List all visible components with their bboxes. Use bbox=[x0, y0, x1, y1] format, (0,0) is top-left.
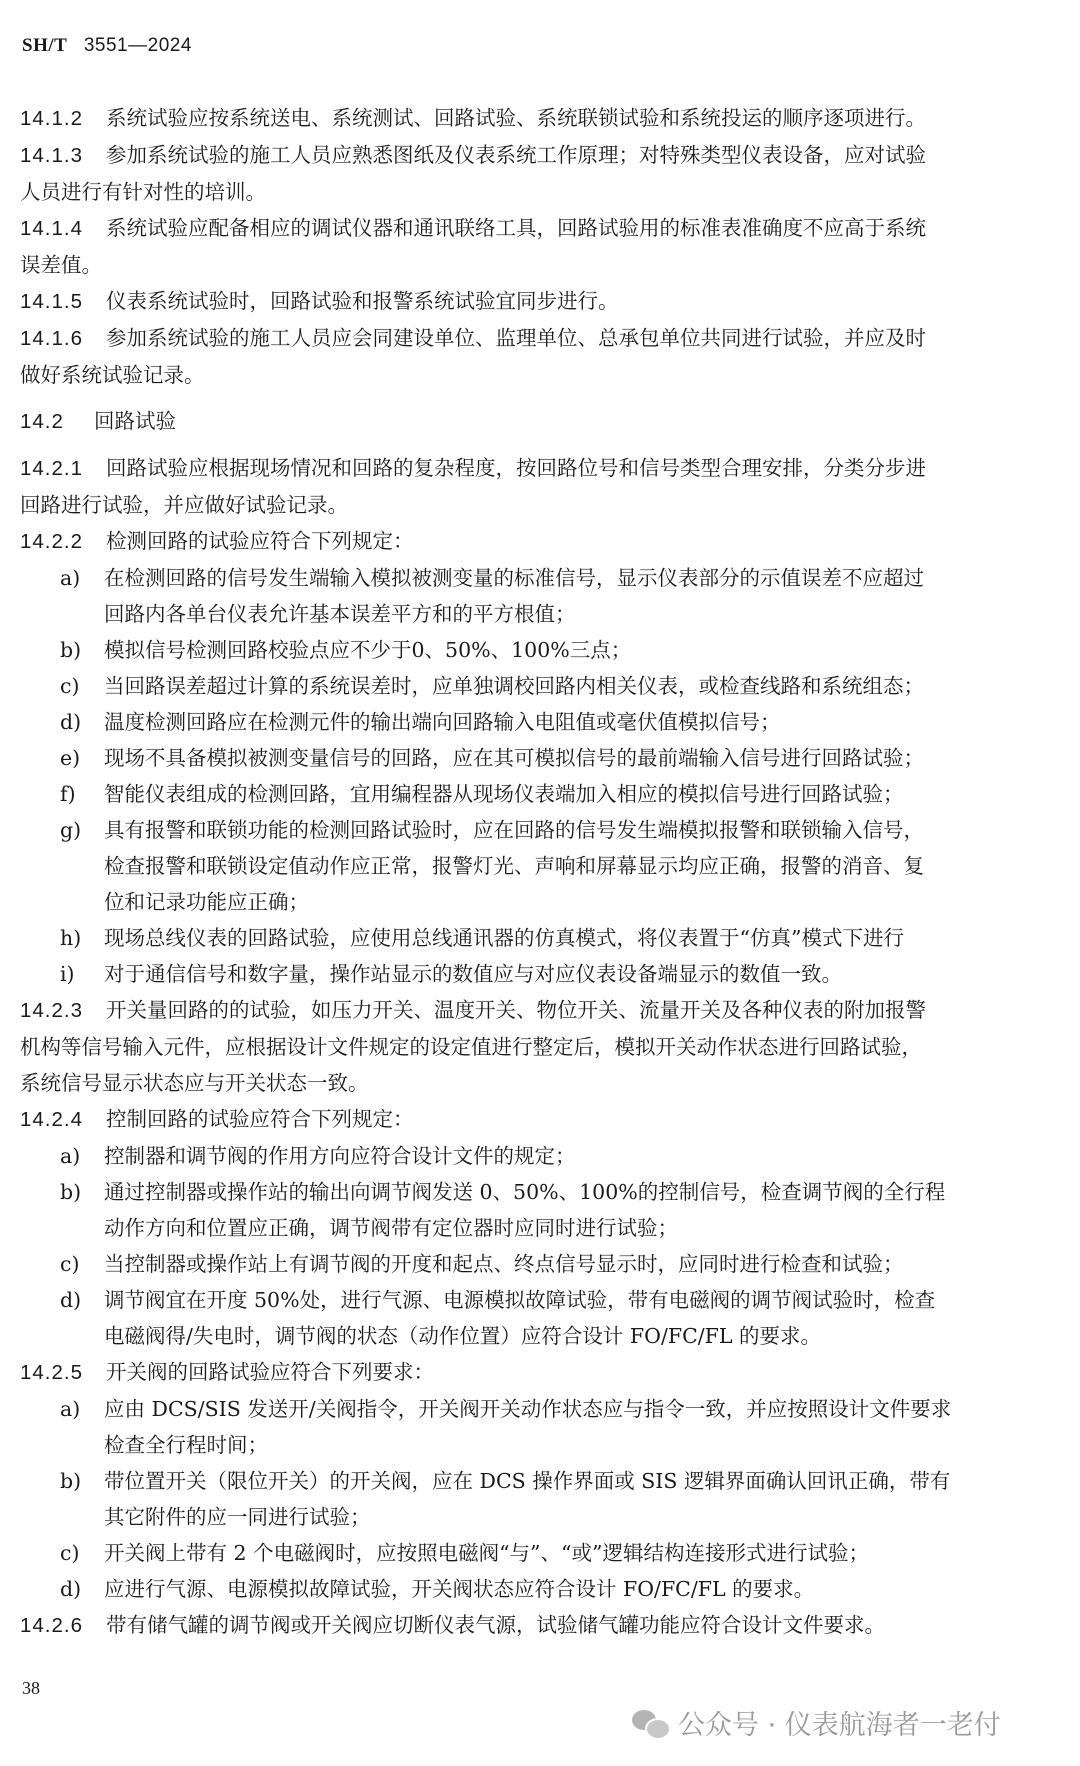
clause-number: 14.1.6 bbox=[20, 327, 83, 350]
list-item-letter: g) bbox=[60, 818, 82, 842]
list-item-text: 带位置开关（限位开关）的开关阀，应在 DCS 操作界面或 SIS 逻辑界面确认回讯正确，带有 bbox=[104, 1469, 951, 1493]
list-item-letter: b) bbox=[60, 1469, 82, 1493]
clause-number: 14.2.4 bbox=[20, 1108, 83, 1131]
list-item-letter: c) bbox=[60, 1252, 80, 1276]
clause-text: 系统试验应配备相应的调试仪器和通讯联络工具，回路试验用的标准表准确度不应高于系统 bbox=[106, 216, 926, 240]
clause-text: 做好系统试验记录。 bbox=[20, 363, 205, 387]
clause-14-1-4 bbox=[20, 210, 1080, 247]
list-item-text: 检查全行程时间； bbox=[104, 1433, 268, 1457]
list-item-text: 在检测回路的信号发生端输入模拟被测变量的标准信号，显示仪表部分的示值误差不应超过 bbox=[104, 566, 924, 590]
clause-text: 系统试验应按系统送电、系统测试、回路试验、系统联锁试验和系统投运的顺序逐项进行。 bbox=[106, 106, 926, 130]
list-item bbox=[20, 1174, 1080, 1210]
list-item bbox=[20, 740, 1080, 776]
list-item-letter: d) bbox=[60, 1288, 82, 1312]
list-item-text: 检查报警和联锁设定值动作应正常，报警灯光、声响和屏幕显示均应正确，报警的消音、复 bbox=[104, 854, 924, 878]
clause-text: 回路试验应根据现场情况和回路的复杂程度，按回路位号和信号类型合理安排，分类分步进 bbox=[106, 456, 926, 480]
list-item-letter: i) bbox=[60, 962, 75, 986]
list-item bbox=[20, 812, 1080, 848]
list-item bbox=[20, 1246, 1080, 1282]
clause-text: 参加系统试验的施工人员应会同建设单位、监理单位、总承包单位共同进行试验，并应及时 bbox=[106, 326, 926, 350]
clause-14-2-3-cont bbox=[20, 1065, 1080, 1101]
list-item-text: 模拟信号检测回路校验点应不少于0、50%、100%三点； bbox=[104, 638, 632, 662]
list-item-text: 应进行气源、电源模拟故障试验，开关阀状态应符合设计 FO/FC/FL 的要求。 bbox=[104, 1577, 815, 1601]
standard-code: SH/T bbox=[22, 35, 68, 56]
page-number: 38 bbox=[22, 1678, 40, 1698]
clause-number: 14.1.4 bbox=[20, 217, 83, 240]
list-item bbox=[20, 920, 1080, 956]
list-item-text: 位和记录功能应正确； bbox=[104, 890, 309, 914]
clause-number: 14.2.5 bbox=[20, 1361, 83, 1384]
list-item-letter: f) bbox=[60, 782, 76, 806]
clause-text: 回路进行试验，并应做好试验记录。 bbox=[20, 493, 348, 517]
clause-text: 控制回路的试验应符合下列规定： bbox=[106, 1107, 414, 1131]
list-item bbox=[20, 1138, 1080, 1174]
clause-14-2-3-cont bbox=[20, 1029, 1080, 1065]
clause-14-2-1 bbox=[20, 450, 1080, 487]
clause-number: 14.1.5 bbox=[20, 290, 83, 313]
list-item-letter: c) bbox=[60, 674, 80, 698]
clause-14-1-4-cont bbox=[20, 247, 1080, 283]
list-item-letter: h) bbox=[60, 926, 82, 950]
list-item-letter: b) bbox=[60, 638, 82, 662]
list-item-cont bbox=[20, 1427, 1080, 1463]
list-item-letter: b) bbox=[60, 1180, 82, 1204]
list-item-text: 对于通信信号和数字量，操作站显示的数值应与对应仪表设备端显示的数值一致。 bbox=[104, 962, 842, 986]
clause-14-1-2 bbox=[20, 100, 1080, 137]
list-item bbox=[20, 1571, 1080, 1607]
list-item bbox=[20, 1463, 1080, 1499]
list-item-text: 调节阀宜在开度 50%处，进行气源、电源模拟故障试验，带有电磁阀的调节阀试验时，检查 bbox=[104, 1288, 936, 1312]
clause-14-1-6-cont bbox=[20, 357, 1080, 393]
clause-number: 14.1.2 bbox=[20, 107, 83, 130]
clause-14-2-5 bbox=[20, 1354, 1080, 1391]
wechat-icon bbox=[632, 1708, 668, 1738]
clause-number: 14.1.3 bbox=[20, 144, 83, 167]
list-item-cont bbox=[20, 1499, 1080, 1535]
list-item-text: 控制器和调节阀的作用方向应符合设计文件的规定； bbox=[104, 1144, 576, 1168]
clause-number: 14.2.2 bbox=[20, 530, 83, 553]
list-item-text: 开关阀上带有 2 个电磁阀时，应按照电磁阀“与”、“或”逻辑结构连接形式进行试验； bbox=[104, 1541, 869, 1565]
clause-text: 检测回路的试验应符合下列规定： bbox=[106, 529, 414, 553]
list-item-text: 当回路误差超过计算的系统误差时，应单独调校回路内相关仪表，或检查线路和系统组态； bbox=[104, 674, 924, 698]
list-item-letter: d) bbox=[60, 1577, 82, 1601]
clause-text: 参加系统试验的施工人员应熟悉图纸及仪表系统工作原理；对特殊类型仪表设备，应对试验 bbox=[106, 143, 926, 167]
list-item-letter: a) bbox=[60, 1397, 81, 1421]
list-item bbox=[20, 776, 1080, 812]
clause-14-1-3 bbox=[20, 137, 1080, 174]
list-item-text: 现场不具备模拟被测变量信号的回路，应在其可模拟信号的最前端输入信号进行回路试验； bbox=[104, 746, 924, 770]
list-item-text: 其它附件的应一同进行试验； bbox=[104, 1505, 371, 1529]
list-item-letter: e) bbox=[60, 746, 81, 770]
watermark bbox=[632, 1703, 1001, 1742]
list-item-text: 温度检测回路应在检测元件的输出端向回路输入电阻值或毫伏值模拟信号； bbox=[104, 710, 781, 734]
clause-14-2-4 bbox=[20, 1101, 1080, 1138]
clause-number: 14.2.6 bbox=[20, 1614, 83, 1637]
list-item-letter: d) bbox=[60, 710, 82, 734]
clause-14-2-2 bbox=[20, 523, 1080, 560]
clause-text: 开关阀的回路试验应符合下列要求： bbox=[106, 1360, 434, 1384]
section-number: 14.2 bbox=[20, 410, 64, 433]
clause-number: 14.2.3 bbox=[20, 999, 83, 1022]
clause-14-1-3-cont bbox=[20, 174, 1080, 210]
list-item-cont bbox=[20, 596, 1080, 632]
list-item-text: 回路内各单台仪表允许基本误差平方和的平方根值； bbox=[104, 602, 576, 626]
list-item-text: 智能仪表组成的检测回路，宜用编程器从现场仪表端加入相应的模拟信号进行回路试验； bbox=[104, 782, 904, 806]
watermark-text: 公众号 · 仪表航海者一老付 bbox=[678, 1710, 1001, 1741]
list-item-text: 具有报警和联锁功能的检测回路试验时，应在回路的信号发生端模拟报警和联锁输入信号， bbox=[104, 818, 924, 842]
list-item bbox=[20, 668, 1080, 704]
list-item-cont bbox=[20, 884, 1080, 920]
section-heading bbox=[20, 403, 1080, 440]
list-item bbox=[20, 956, 1080, 992]
clause-14-2-1-cont bbox=[20, 487, 1080, 523]
clause-text: 系统信号显示状态应与开关状态一致。 bbox=[20, 1071, 369, 1095]
list-item-text: 应由 DCS/SIS 发送开/关阀指令，开关阀开关动作状态应与指令一致，并应按照设计文件要求 bbox=[104, 1397, 952, 1421]
list-item bbox=[20, 1282, 1080, 1318]
clause-14-1-5 bbox=[20, 283, 1080, 320]
list-item-cont bbox=[20, 848, 1080, 884]
clause-14-2-3 bbox=[20, 992, 1080, 1029]
list-item-cont bbox=[20, 1318, 1080, 1354]
list-item-text: 动作方向和位置应正确，调节阀带有定位器时应同时进行试验； bbox=[104, 1216, 678, 1240]
clause-text: 误差值。 bbox=[20, 253, 102, 277]
clause-14-1-6 bbox=[20, 320, 1080, 357]
list-item-text: 现场总线仪表的回路试验，应使用总线通讯器的仿真模式，将仪表置于“仿真”模式下进行 bbox=[104, 926, 904, 950]
list-item bbox=[20, 1535, 1080, 1571]
clause-text: 人员进行有针对性的培训。 bbox=[20, 180, 266, 204]
list-item bbox=[20, 704, 1080, 740]
list-item-text: 电磁阀得/失电时，调节阀的状态（动作位置）应符合设计 FO/FC/FL 的要求。 bbox=[104, 1324, 822, 1348]
section-title: 回路试验 bbox=[94, 409, 176, 433]
list-item-text: 通过控制器或操作站的输出向调节阀发送 0、50%、100%的控制信号，检查调节阀的全行程 bbox=[104, 1180, 946, 1204]
document-body bbox=[20, 100, 1080, 1644]
list-item-cont bbox=[20, 1210, 1080, 1246]
list-item-letter: c) bbox=[60, 1541, 80, 1565]
clause-text: 仪表系统试验时，回路试验和报警系统试验宜同步进行。 bbox=[106, 289, 619, 313]
clause-text: 开关量回路的的试验，如压力开关、温度开关、物位开关、流量开关及各种仪表的附加报警 bbox=[106, 998, 926, 1022]
list-item bbox=[20, 560, 1080, 596]
list-item-letter: a) bbox=[60, 1144, 81, 1168]
clause-14-2-6 bbox=[20, 1607, 1080, 1644]
clause-text: 机构等信号输入元件，应根据设计文件规定的设定值进行整定后，模拟开关动作状态进行回路试验， bbox=[20, 1035, 922, 1059]
list-item-letter: a) bbox=[60, 566, 81, 590]
clause-text: 带有储气罐的调节阀或开关阀应切断仪表气源，试验储气罐功能应符合设计文件要求。 bbox=[106, 1613, 885, 1637]
clause-number: 14.2.1 bbox=[20, 457, 83, 480]
standard-number: 3551—2024 bbox=[83, 35, 192, 56]
list-item-text: 当控制器或操作站上有调节阀的开度和起点、终点信号显示时，应同时进行检查和试验； bbox=[104, 1252, 904, 1276]
list-item bbox=[20, 632, 1080, 668]
list-item bbox=[20, 1391, 1080, 1427]
